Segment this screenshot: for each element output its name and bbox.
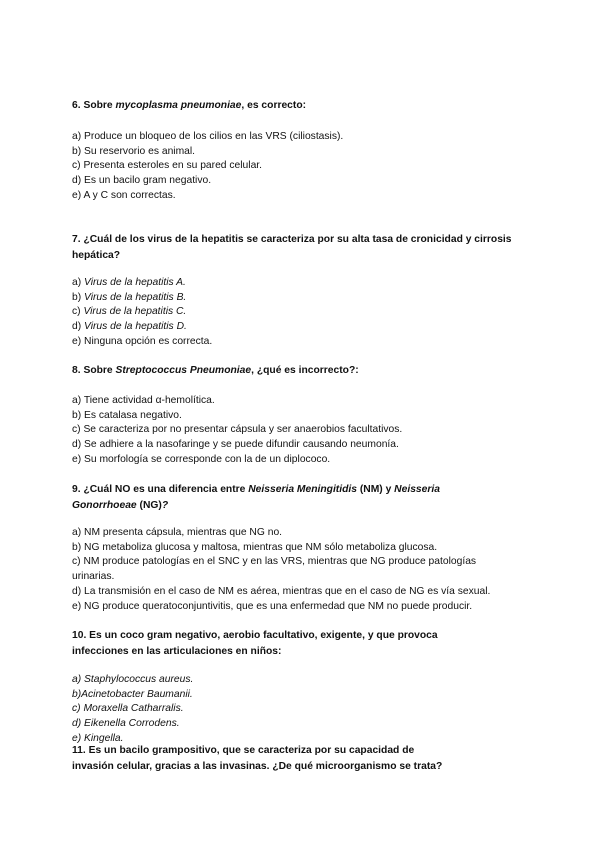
question-8-suffix: , ¿qué es incorrecto?: xyxy=(251,365,359,376)
question-7-options xyxy=(72,276,532,350)
question-10-options xyxy=(72,673,532,747)
option: c) NM produce patologías en el SNC y en las VRS, mientras que NG produce patologías urinarias. xyxy=(72,556,477,583)
question-9-options xyxy=(72,526,532,614)
question-9-term-2: Neisseria Gonorrhoeae xyxy=(72,484,440,511)
option-text: Virus de la hepatitis C. xyxy=(83,306,187,318)
question-9-mid: (NM) y xyxy=(356,484,395,495)
question-6-suffix: , es correcto: xyxy=(241,100,307,111)
question-8-prefix: 8. Sobre xyxy=(72,365,116,376)
question-6-options xyxy=(72,130,532,204)
option-text: Virus de la hepatitis D. xyxy=(84,321,187,333)
option: e) Kingella. xyxy=(72,732,124,744)
question-9-prefix: 9. ¿Cuál NO es una diferencia entre xyxy=(72,484,249,495)
option: b) Su reservorio es animal. xyxy=(72,145,196,157)
option: e) Ninguna opción es correcta. xyxy=(72,335,213,347)
option-letter: c) xyxy=(72,306,84,318)
option: d) Se adhiere a la nasofaringe y se puede difundir causando neumonía. xyxy=(72,439,399,451)
option: b)Acinetobacter Baumanii. xyxy=(72,688,193,700)
option-text: Virus de la hepatitis B. xyxy=(84,291,187,303)
option: e) NG produce queratoconjuntivitis, que es una enfermedad que NM no puede producir. xyxy=(72,600,473,612)
option: b) NG metaboliza glucosa y maltosa, mientras que NM sólo metaboliza glucosa. xyxy=(72,541,438,553)
question-9-question-mark: ? xyxy=(161,500,169,511)
option xyxy=(72,305,532,320)
question-8-term: Streptococcus Pneumoniae xyxy=(115,365,252,376)
option xyxy=(72,276,532,291)
option: a) Staphylococcus aureus. xyxy=(72,674,194,685)
option: a) NM presenta cápsula, mientras que NG no. xyxy=(72,527,283,538)
question-10-title: 10. Es un coco gram negativo, aerobio facultativo, exigente, y que provoca infecciones en las articulaciones en niños: xyxy=(72,630,438,657)
question-7-title: 7. ¿Cuál de los virus de la hepatitis se caracteriza por su alta tasa de cronicidad y cirrosis hepática? xyxy=(72,234,512,261)
question-9-term-1: Neisseria Meningitidis xyxy=(248,484,357,495)
option: e) Su morfología se corresponde con la de un diplococo. xyxy=(72,453,331,465)
option-text: Virus de la hepatitis A. xyxy=(84,277,186,288)
question-9-suffix: (NG) xyxy=(136,500,162,511)
option xyxy=(72,291,532,306)
question-8-options xyxy=(72,394,532,468)
option: c) Moraxella Catharralis. xyxy=(72,703,184,715)
option-letter: d) xyxy=(72,321,85,333)
option: c) Presenta esteroles en su pared celular. xyxy=(72,160,263,172)
question-8-title xyxy=(72,363,512,379)
question-6-title xyxy=(72,98,512,114)
option: d) Eikenella Corrodens. xyxy=(72,718,180,730)
option: a) Tiene actividad α-hemolítica. xyxy=(72,395,215,406)
option: d) Es un bacilo gram negativo. xyxy=(72,175,212,187)
option-letter: b) xyxy=(72,291,85,303)
option: a) Produce un bloqueo de los cilios en las VRS (ciliostasis). xyxy=(72,131,344,142)
question-11-title: 11. Es un bacilo grampositivo, que se caracteriza por su capacidad de invasión celular, gracias a las invasinas. ¿De qué microorganismo se trata? xyxy=(72,745,443,772)
option: c) Se caracteriza por no presentar cápsula y ser anaerobios facultativos. xyxy=(72,424,403,436)
option: d) La transmisión en el caso de NM es aérea, mientras que en el caso de NG es vía sexual. xyxy=(72,585,491,597)
question-9-title xyxy=(72,482,492,514)
option: e) A y C son correctas. xyxy=(72,189,176,201)
question-6-prefix: 6. Sobre xyxy=(72,100,116,111)
option: b) Es catalasa negativo. xyxy=(72,409,182,421)
option-letter: a) xyxy=(72,277,85,288)
question-6-term: mycoplasma pneumoniae xyxy=(115,100,242,111)
option xyxy=(72,320,532,335)
